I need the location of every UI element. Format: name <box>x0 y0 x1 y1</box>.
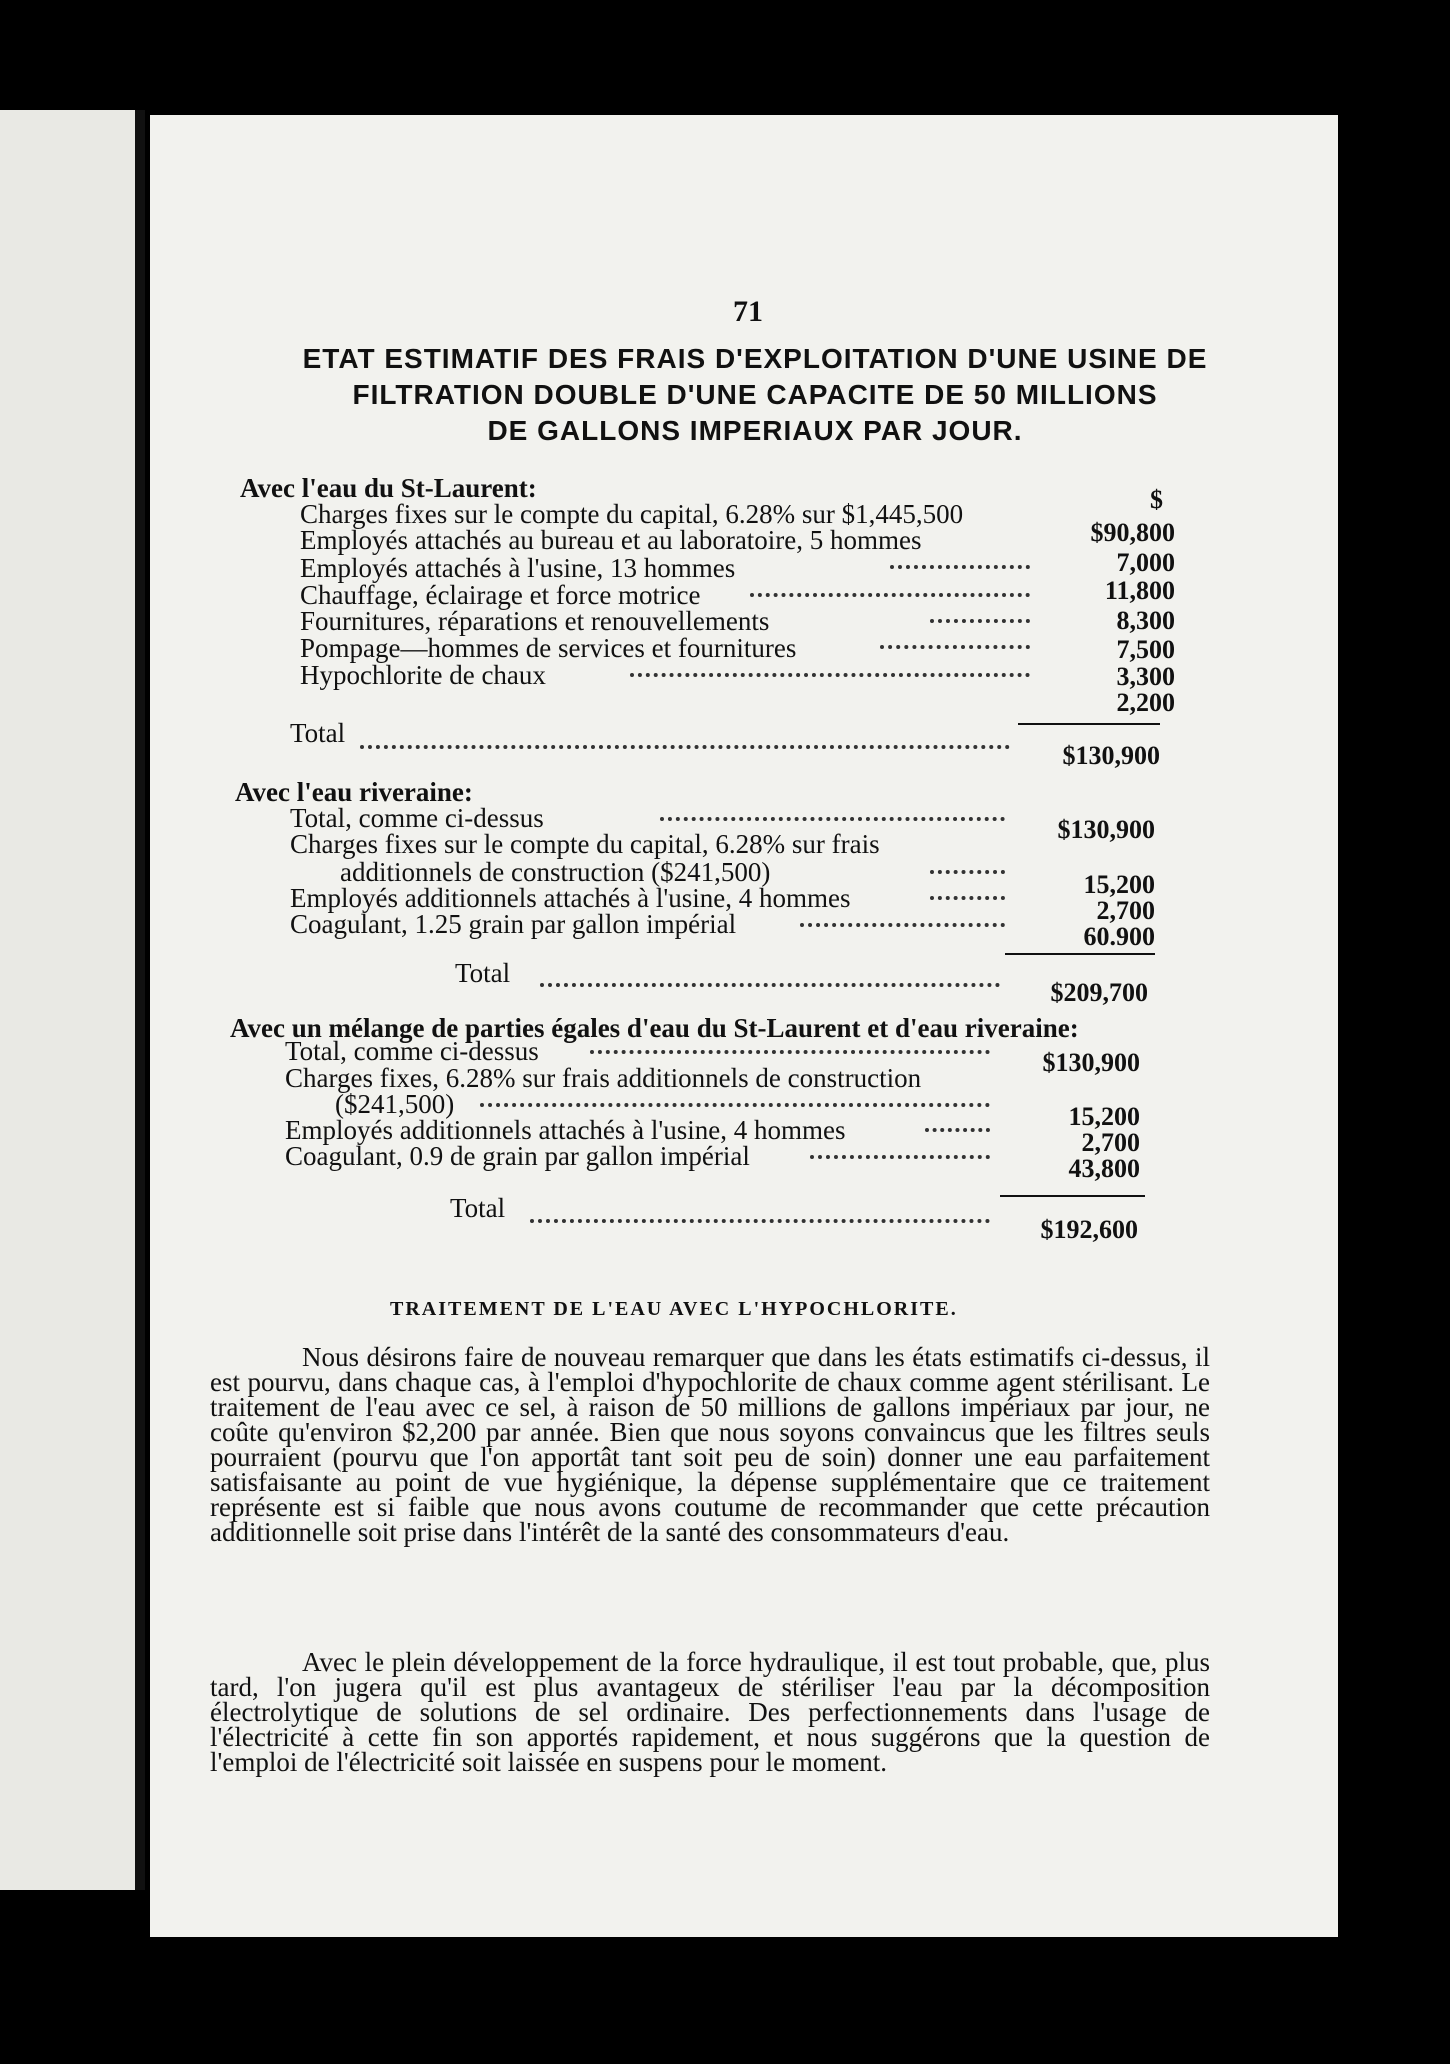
leader-dots <box>630 673 1030 677</box>
s1-item-label: Charges fixes sur le compte du capital, 6.28% sur $1,445,500 <box>300 499 964 529</box>
s1-item-amount: 8,300 <box>1116 606 1175 635</box>
s2-item-amount: 60.900 <box>1083 922 1155 951</box>
s1-item-label: Pompage—hommes de services et fournitures <box>300 633 797 663</box>
s1-item-amount: 3,300 <box>1116 662 1175 691</box>
leader-dots <box>810 1155 990 1159</box>
s3-total-label: Total <box>450 1193 506 1223</box>
section3-heading: Avec un mélange de parties égales d'eau du St-Laurent et d'eau riveraine: <box>230 1013 1079 1043</box>
leader-dots <box>925 1128 990 1132</box>
s3-item-amount: $130,900 <box>1042 1048 1140 1077</box>
body-text <box>210 1647 1210 1777</box>
leader-dots <box>800 923 1005 927</box>
leader-dots <box>540 983 1000 987</box>
s1-item-label: Fournitures, réparations et renouvellements <box>300 606 770 636</box>
s2-item-label: Total, comme ci-dessus <box>290 803 544 833</box>
section-subheading: TRAITEMENT DE L'EAU AVEC L'HYPOCHLORITE. <box>390 1298 958 1320</box>
s1-item-amount: 2,200 <box>1116 688 1175 717</box>
paragraph: Avec le plein développement de la force hydraulique, il est tout probable, que, plus tard, l'on jugera qu'il est plus avantageux de stériliser l'eau par la décomposition électrolytique de solutions de sel ordinaire. Des perfectionnements dans l'usage de l'électricité à cette fin son apportés rapidement, et nous suggérons que la question de l'emploi de l'électricité soit laissée en suspens pour le moment. <box>210 1647 1210 1777</box>
leader-dots <box>590 1050 990 1054</box>
leader-dots <box>890 565 1030 569</box>
leader-dots <box>930 619 1030 623</box>
leader-dots <box>530 1219 990 1223</box>
s2-total-label: Total <box>455 958 511 988</box>
paragraph: Nous désirons faire de nouveau remarquer que dans les états estimatifs ci-dessus, il est pourvu, dans chaque cas, à l'emploi d'hypochlorite de chaux comme agent stérilisant. Le traitement de l'eau avec ce sel, à raison de 50 millions de gallons impériaux par jour, ne coûte qu'environ $2,200 par année. Bien que nous soyons convaincus que les filtres seuls pourraient (pourvu que l'on apportât tant soit peu de soin) donner une eau parfaitement satisfaisante au point de vue hygiénique, la dépense supplémentaire que ce traitement représente est si faible que nous avons coutume de recommander que cette précaution additionnelle soit prise dans l'intérêt de la santé des consommateurs d'eau. <box>210 1342 1210 1547</box>
s1-item-amount: 7,000 <box>1116 548 1175 577</box>
s1-item-label: Employés attachés au bureau et au laboratoire, 5 hommes <box>300 525 922 555</box>
leader-dots <box>660 817 1005 821</box>
s1-item-label: Employés attachés à l'usine, 13 hommes <box>300 553 736 583</box>
title-line-2: FILTRATION DOUBLE D'UNE CAPACITE DE 50 MILLIONS <box>352 379 1158 410</box>
title-line-1: ETAT ESTIMATIF DES FRAIS D'EXPLOITATION D'UNE USINE DE <box>302 343 1208 374</box>
sum-rule <box>1018 723 1160 725</box>
s2-item-label: Charges fixes sur le compte du capital, 6.28% sur frais <box>290 829 880 859</box>
section1-heading: Avec l'eau du St-Laurent: <box>240 473 537 503</box>
s3-item-amount: 15,200 <box>1068 1102 1140 1131</box>
s2-item-amount: 15,200 <box>1083 870 1155 899</box>
sum-rule <box>1000 1195 1145 1197</box>
leader-dots <box>360 745 1010 749</box>
s1-item-label: Hypochlorite de chaux <box>300 660 546 690</box>
document-page <box>150 115 1338 1937</box>
adjacent-page-edge <box>0 110 135 1890</box>
s3-item-amount: 2,700 <box>1081 1128 1140 1157</box>
s3-item-label: ($241,500) <box>335 1089 455 1119</box>
page-number: 71 <box>733 295 763 328</box>
s3-item-label: Coagulant, 0.9 de grain par gallon impérial <box>285 1141 750 1171</box>
s1-item-amount: 11,800 <box>1104 576 1175 605</box>
s3-item-amount: 43,800 <box>1068 1154 1140 1183</box>
s1-item-label: Chauffage, éclairage et force motrice <box>300 580 701 610</box>
s3-item-label: Total, comme ci-dessus <box>285 1036 539 1066</box>
s3-item-label: Charges fixes, 6.28% sur frais additionnels de construction <box>285 1063 922 1093</box>
sum-rule <box>1005 953 1155 955</box>
s1-item-amount: $90,800 <box>1090 518 1175 547</box>
column-header-dollar: $ <box>1150 485 1163 514</box>
leader-dots <box>750 593 1030 597</box>
s2-item-label: Coagulant, 1.25 grain par gallon impérial <box>290 909 737 939</box>
section2-heading: Avec l'eau riveraine: <box>235 777 473 807</box>
s3-total-amount: $192,600 <box>1040 1215 1138 1244</box>
s1-total-amount: $130,900 <box>1062 741 1160 770</box>
s2-item-label: additionnels de construction ($241,500) <box>340 857 771 887</box>
s2-item-label: Employés additionnels attachés à l'usine, 4 hommes <box>290 883 851 913</box>
body-text <box>210 1342 1210 1547</box>
s2-item-amount: $130,900 <box>1057 815 1155 844</box>
s1-total-label: Total <box>290 718 346 748</box>
s1-item-amount: 7,500 <box>1116 635 1175 664</box>
leader-dots <box>930 870 1005 874</box>
leader-dots <box>880 645 1030 649</box>
page-gutter <box>135 110 145 1890</box>
s2-item-amount: 2,700 <box>1096 896 1155 925</box>
s2-total-amount: $209,700 <box>1050 978 1148 1007</box>
leader-dots <box>930 896 1005 900</box>
s3-item-label: Employés additionnels attachés à l'usine, 4 hommes <box>285 1115 846 1145</box>
leader-dots <box>480 1103 990 1107</box>
title-line-3: DE GALLONS IMPERIAUX PAR JOUR. <box>487 415 1023 446</box>
